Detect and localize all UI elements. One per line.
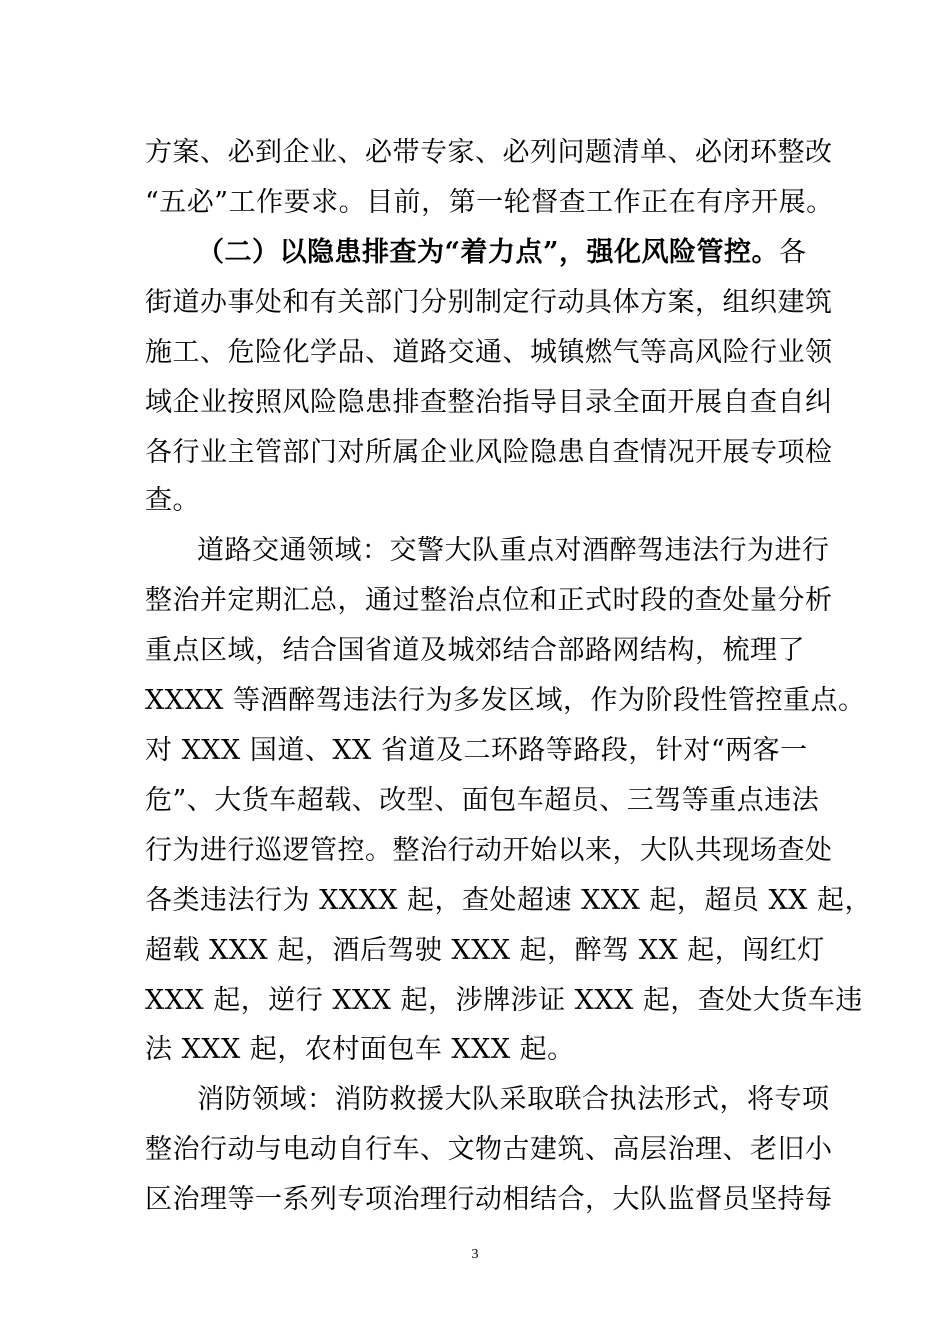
section-heading: （二）以隐患排查为“着力点”，强化风险管控。 [197,237,780,268]
paragraph-line: 法 XXX 起，农村面包车 XXX 起。 [145,1034,575,1065]
paragraph-line: 超载 XXX 起，酒后驾驶 XXX 起，醉驾 XX 起，闯红灯 [145,935,825,966]
paragraph-line: 重点区域，结合国省道及城郊结合部路网结构，梳理了 [145,635,805,666]
paragraph-line: 行为进行巡逻管控。整治行动开始以来，大队共现场查处 [145,835,833,866]
paragraph-line: 各行业主管部门对所属企业风险隐患自查情况开展专项检 [145,437,833,468]
paragraph-line: XXXX 等酒醉驾违法行为多发区域，作为阶段性管控重点。 [145,685,866,716]
paragraph-line: XXX 起，逆行 XXX 起，涉牌涉证 XXX 起，查处大货车违 [145,985,863,1016]
paragraph-line: 整治并定期汇总，通过整治点位和正式时段的查处量分析 [145,585,833,616]
paragraph-line: 域企业按照风险隐患排查整治指导目录全面开展自查自纠 [145,387,833,418]
paragraph-line: 对 XXX 国道、XX 省道及二环路等路段，针对“两客一 [145,735,808,766]
page-number: 3 [471,1247,479,1262]
paragraph-line: 消防领域：消防救援大队采取联合执法形式，将专项 [197,1084,830,1115]
paragraph-line: 道路交通领域：交警大队重点对酒醉驾违法行为进行 [197,535,830,566]
paragraph-line: 街道办事处和有关部门分别制定行动具体方案，组织建筑 [145,287,833,318]
paragraph-line: “五必”工作要求。目前，第一轮督查工作正在有序开展。 [145,187,834,218]
paragraph-line: 各类违法行为 XXXX 起，查处超速 XXX 起，超员 XX 起， [145,885,872,916]
paragraph-line: 危”、大货车超载、改型、面包车超员、三驾等重点违法 [145,785,820,816]
paragraph-line: 区治理等一系列专项治理行动相结合，大队监督员坚持每 [145,1184,833,1215]
paragraph-line: 整治行动与电动自行车、文物古建筑、高层治理、老旧小 [145,1134,833,1165]
paragraph-line: 查。 [145,485,200,516]
paragraph-line: 方案、必到企业、必带专家、必列问题清单、必闭环整改 [145,137,833,168]
paragraph-line: 施工、危险化学品、道路交通、城镇燃气等高风险行业领 [145,337,833,368]
paragraph-line: 各 [779,237,807,268]
section-heading-line [197,233,867,273]
